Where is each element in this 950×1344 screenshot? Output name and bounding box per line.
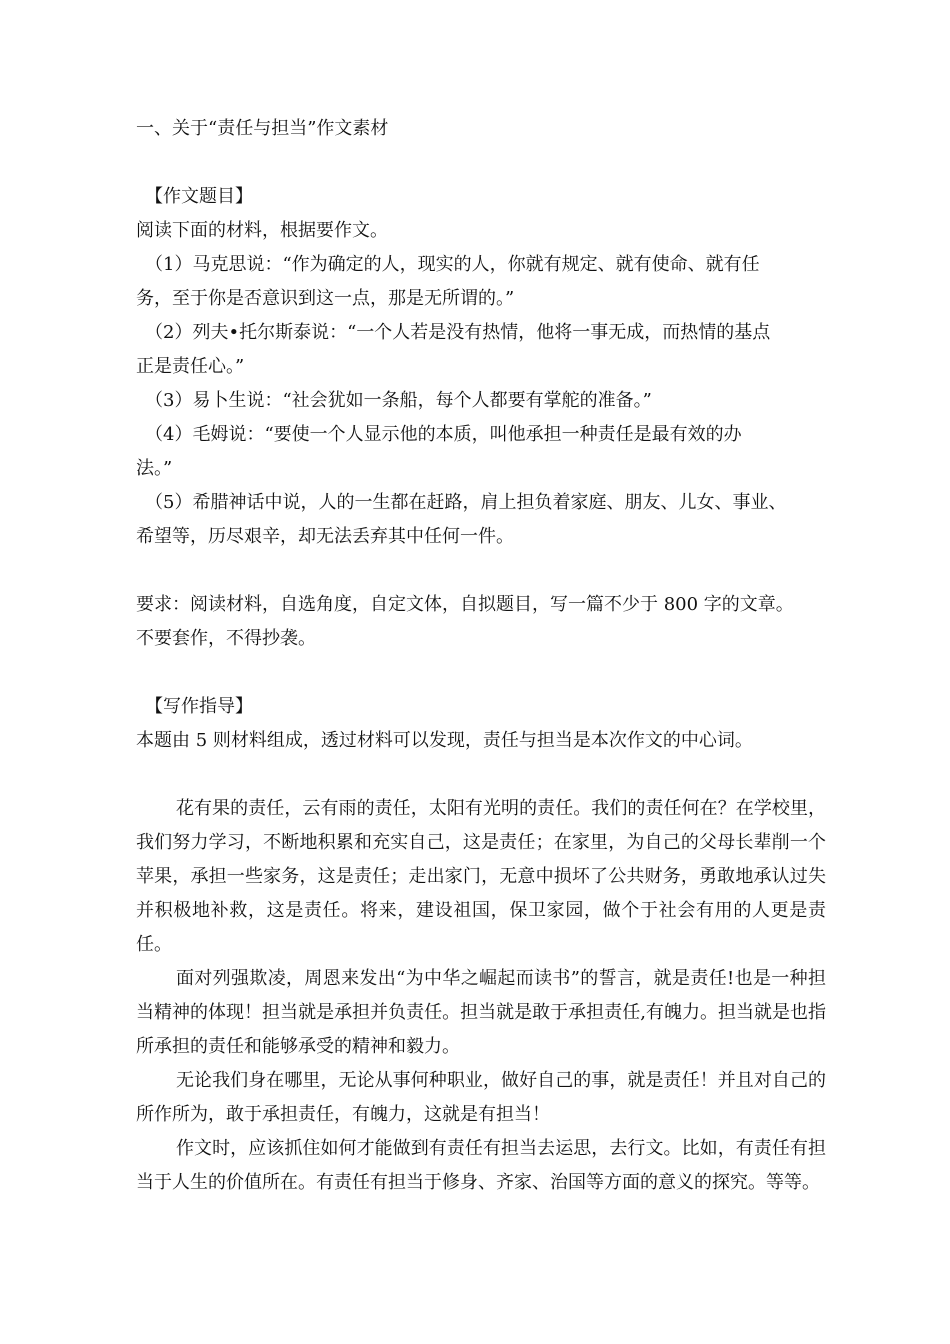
material-item-4 xyxy=(136,418,826,486)
material-line: 正是责任心。” xyxy=(136,356,245,377)
topic-intro: 阅读下面的材料，根据要作文。 xyxy=(136,220,388,241)
material-line: 务，至于你是否意识到这一点，那是无所谓的。” xyxy=(136,288,515,309)
topic-heading: 【作文题目】 xyxy=(145,186,253,207)
requirement-line-1: 要求：阅读材料，自选角度，自定文体，自拟题目，写一篇不少于 800 字的文章。 xyxy=(136,594,794,615)
guide-summary: 本题由 5 则材料组成，透过材料可以发现，责任与担当是本次作文的中心词。 xyxy=(136,730,753,751)
document-page xyxy=(136,112,826,1200)
material-line: 希望等，历尽艰辛，却无法丢弃其中任何一件。 xyxy=(136,526,514,547)
guide-paragraph-4: 作文时，应该抓住如何才能做到有责任有担当去运思，去行文。比如，有责任有担当于人生的价值所在。有责任有担当于修身、齐家、治国等方面的意义的探究。等等。 xyxy=(136,1138,826,1193)
material-item-1 xyxy=(136,248,826,316)
guide-paragraph-2: 面对列强欺凌，周恩来发出“为中华之崛起而读书”的誓言，就是责任!也是一种担当精神的体现！担当就是承担并负责任。担当就是敢于承担责任,有魄力。担当就是也指所承担的责任和能够承受的精神和毅力。 xyxy=(136,968,826,1057)
material-line: （2）列夫•托尔斯泰说：“一个人若是没有热情，他将一事无成，而热情的基点 xyxy=(145,322,771,343)
requirement-line-2: 不要套作，不得抄袭。 xyxy=(136,628,316,649)
material-line: （1）马克思说：“作为确定的人，现实的人，你就有规定、就有使命、就有任 xyxy=(145,254,760,275)
material-list xyxy=(136,248,826,554)
material-line: （3）易卜生说：“社会犹如一条船，每个人都要有掌舵的准备。” xyxy=(145,390,652,411)
material-item-2 xyxy=(136,316,826,384)
material-line: 法。” xyxy=(136,458,173,479)
material-line: （5）希腊神话中说，人的一生都在赶路，肩上担负着家庭、朋友、儿女、事业、 xyxy=(145,492,787,513)
guide-heading: 【写作指导】 xyxy=(145,696,253,717)
guide-paragraph-1: 花有果的责任，云有雨的责任，太阳有光明的责任。我们的责任何在？在学校里，我们努力学习，不断地积累和充实自己，这是责任；在家里，为自己的父母长辈削一个苹果，承担一些家务，这是责任；走出家门，无意中损坏了公共财务，勇敢地承认过失并积极地补救，这是责任。将来，建设祖国，保卫家园，做个于社会有用的人更是责任。 xyxy=(136,798,826,955)
material-item-5 xyxy=(136,486,826,554)
material-line: （4）毛姆说：“要使一个人显示他的本质，叫他承担一种责任是最有效的办 xyxy=(145,424,742,445)
material-item-3 xyxy=(136,384,826,418)
document-title: 一、关于“责任与担当”作文素材 xyxy=(136,118,389,139)
guide-paragraph-3: 无论我们身在哪里，无论从事何种职业，做好自己的事，就是责任！并且对自己的所作所为，敢于承担责任，有魄力，这就是有担当！ xyxy=(136,1070,826,1125)
